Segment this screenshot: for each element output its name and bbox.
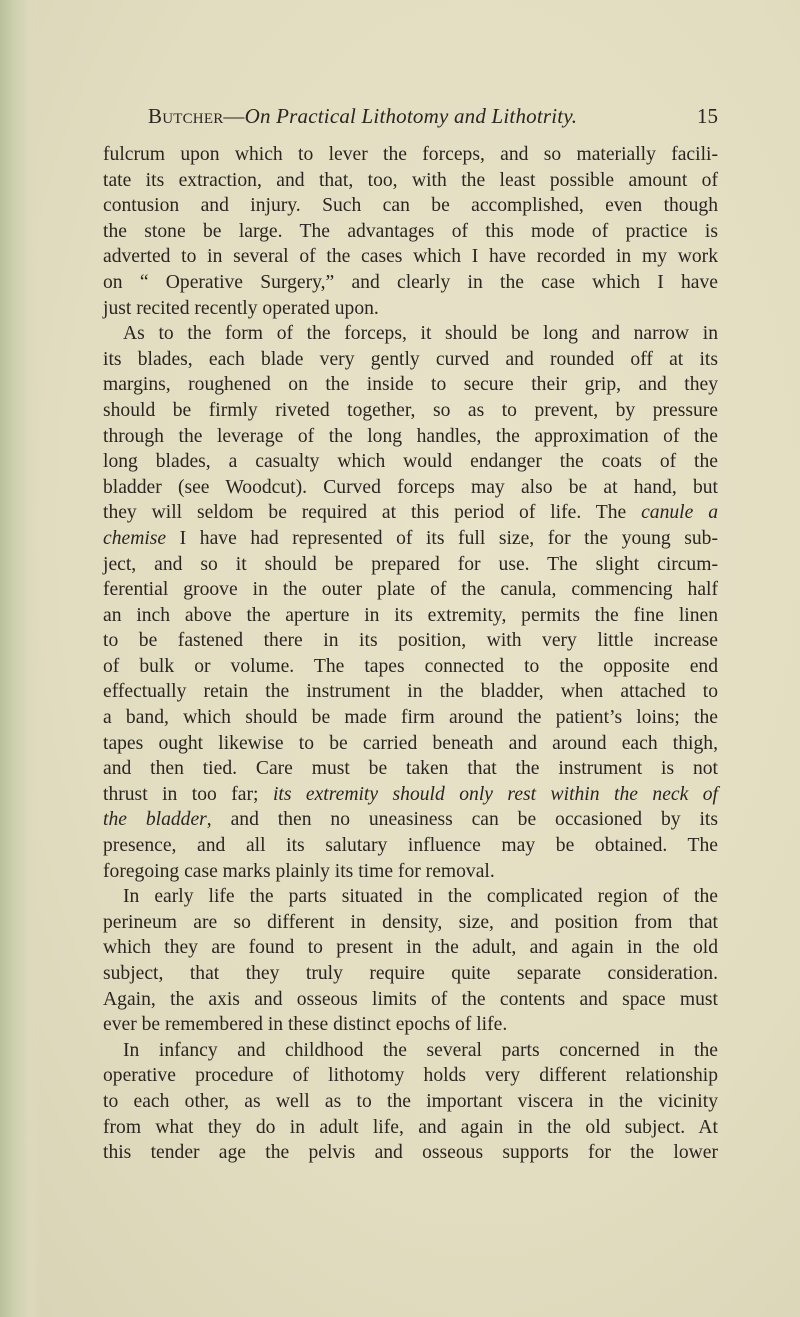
text-line: should be firmly riveted together, so as to prevent, by pressure	[103, 399, 718, 421]
text-line	[103, 500, 718, 526]
text-line	[103, 807, 718, 833]
text-line: through the leverage of the long handles, the approximation of the	[103, 425, 718, 447]
page-gutter-shadow	[0, 0, 40, 1317]
text-line: In early life the parts situated in the complicated region of the	[123, 886, 718, 908]
text-line: presence, and all its salutary influence may be obtained. The	[103, 835, 718, 857]
text-line: this tender age the pelvis and osseous supports for the lower	[103, 1142, 718, 1164]
text-line: and then tied. Care must be taken that the instrument is not	[103, 758, 718, 780]
text-line: which they are found to present in the adult, and again in the old	[103, 937, 718, 959]
running-head	[148, 104, 577, 129]
italic-fragment: chemise	[103, 527, 167, 549]
text-line	[103, 526, 718, 552]
text-line: foregoing case marks plainly its time for removal.	[103, 860, 495, 882]
text-line: fulcrum upon which to lever the forceps, and so materially facili-	[103, 144, 718, 165]
running-head-author: Butcher	[148, 104, 224, 128]
text-line: tate its extraction, and that, too, with the least possible amount of	[103, 169, 718, 191]
text-line: to each other, as well as to the important viscera in the vicinity	[103, 1090, 718, 1112]
text-line: on “ Operative Surgery,” and clearly in the case which I have	[103, 271, 718, 293]
text-line: ferential groove in the outer plate of the canula, commencing half	[103, 579, 718, 601]
text-line: from what they do in adult life, and again in the old subject. At	[103, 1116, 718, 1138]
text-line: an inch above the aperture in its extremity, permits the fine linen	[103, 604, 718, 626]
text-line: effectually retain the instrument in the bladder, when attached to	[103, 681, 718, 703]
text-line: to be fastened there in its position, with very little increase	[103, 630, 718, 652]
text-fragment: I have had represented of its full size, for the young sub-	[166, 527, 718, 549]
text-line: just recited recently operated upon.	[103, 297, 379, 319]
text-line: margins, roughened on the inside to secure their grip, and they	[103, 374, 718, 396]
italic-fragment: its extremity should only rest within the neck of	[272, 783, 718, 805]
text-line: As to the form of the forceps, it should be long and narrow in	[123, 323, 718, 345]
text-line: tapes ought likewise to be carried beneath and around each thigh,	[103, 732, 718, 754]
text-line: of bulk or volume. The tapes connected to the opposite end	[103, 655, 718, 677]
running-head-separator: —	[223, 104, 245, 128]
text-line: adverted to in several of the cases which I have recorded in my work	[103, 246, 718, 268]
text-line: the stone be large. The advantages of this mode of practice is	[103, 220, 718, 242]
text-line: Again, the axis and osseous limits of the contents and space must	[103, 988, 718, 1010]
text-line: ject, and so it should be prepared for use. The slight circum-	[103, 553, 718, 575]
text-fragment: thrust in too far;	[103, 783, 273, 805]
page-header	[148, 104, 718, 138]
text-line: In infancy and childhood the several parts concerned in the	[123, 1039, 718, 1061]
text-line: ever be remembered in these distinct epochs of life.	[103, 1014, 508, 1036]
text-line: bladder (see Woodcut). Curved forceps may also be at hand, but	[103, 476, 718, 498]
body-text	[103, 142, 718, 1166]
text-line	[103, 782, 718, 808]
italic-fragment: canule a	[641, 502, 718, 524]
running-head-title: On Practical Lithotomy and Lithotrity.	[244, 104, 578, 128]
text-line: operative procedure of lithotomy holds very different relationship	[103, 1065, 718, 1087]
text-line: subject, that they truly require quite separate consideration.	[103, 963, 718, 984]
text-line: perineum are so different in density, size, and position from that	[103, 911, 718, 933]
italic-fragment: the bladder	[103, 809, 207, 831]
page-number: 15	[697, 104, 718, 128]
text-fragment: , and then no uneasiness can be occasioned by its	[206, 809, 718, 831]
text-line: contusion and injury. Such can be accomplished, even though	[103, 195, 718, 217]
text-line: its blades, each blade very gently curved and rounded off at its	[103, 348, 718, 370]
text-line: long blades, a casualty which would endanger the coats of the	[103, 451, 718, 473]
text-fragment: they will seldom be required at this period of life. The	[103, 502, 642, 524]
text-line: a band, which should be made firm around the patient’s loins; the	[103, 707, 718, 729]
